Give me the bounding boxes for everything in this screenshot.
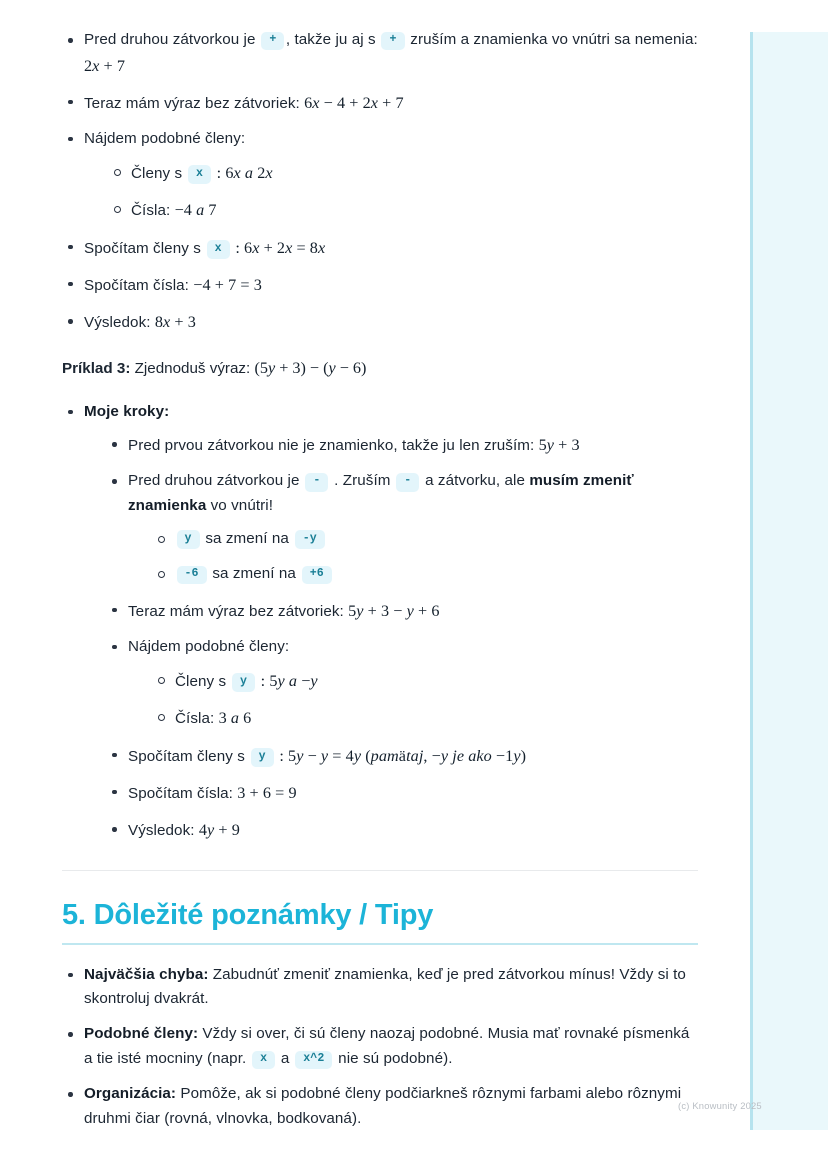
- list-item: [106, 635, 698, 732]
- tip-text-a: Vždy si over, či sú členy naozaj podobné. Musia mať rovnaké písmenká a tie isté mocniny (napr.: [84, 1025, 690, 1068]
- section-title-notes: 5. Dôležité poznámky / Tipy: [62, 898, 434, 931]
- colon-separator: :: [212, 163, 226, 182]
- step-text-pre: Výsledok:: [84, 314, 155, 331]
- step-text-pre: Spočítam čísla:: [84, 276, 194, 294]
- like-terms-sublist: [153, 668, 698, 732]
- step-text-pre: Pred prvou zátvorkou nie je znamienko, takže ju len zruším:: [128, 437, 539, 455]
- tips-list: [62, 963, 698, 1132]
- step-text-pre: Teraz mám výraz bez zátvoriek:: [128, 602, 349, 620]
- sub-text-pre: Členy s: [131, 164, 187, 182]
- list-item: [106, 598, 698, 625]
- step-text-post: zruším a znamienka vo vnútri sa nemenia:: [406, 31, 698, 48]
- tip-label: Podobné členy:: [84, 1025, 199, 1043]
- page-edge-band: [750, 32, 828, 1130]
- code-chip-y: y: [251, 748, 274, 767]
- list-item: [62, 28, 698, 79]
- step-text-pre: Teraz mám výraz bez zátvoriek:: [84, 94, 305, 112]
- list-item: [62, 1022, 698, 1071]
- list-item: [106, 780, 698, 807]
- list-item: [153, 668, 698, 695]
- code-chip-minus-2: -: [396, 473, 419, 492]
- code-chip-minus-1: -: [305, 473, 328, 492]
- list-item: [109, 160, 698, 187]
- math-expression: 6x a 2x: [225, 163, 273, 182]
- tip-label: Organizácia:: [84, 1085, 177, 1103]
- list-item: [106, 469, 698, 587]
- sign-change-sublist: [153, 527, 698, 587]
- list-item: [62, 235, 698, 262]
- tip-text-c: nie sú podobné).: [333, 1050, 453, 1068]
- list-item: [109, 197, 698, 224]
- tip-text: Pomôže, ak si podobné členy podčiarkneš rôznymi farbami alebo rôznymi druhmi čiar (rovná, vlnovka, bodkovaná).: [84, 1085, 682, 1127]
- code-chip-neg-y: -y: [295, 530, 325, 549]
- list-item: [62, 963, 698, 1012]
- step-text-post2: vo vnútri!: [206, 496, 274, 514]
- step-label: Nájdem podobné členy:: [128, 637, 290, 655]
- sub-text-mid: sa zmení na: [201, 529, 294, 547]
- section-divider: [62, 870, 698, 871]
- colon-separator: :: [256, 671, 270, 690]
- math-expression: 6x + 2x = 8x: [244, 238, 326, 257]
- code-chip-plus-1: +: [261, 32, 284, 51]
- example3-expression: (5y + 3) − (y − 6): [254, 358, 367, 377]
- list-item: [62, 272, 698, 299]
- colon-separator: :: [275, 746, 289, 765]
- example3-heading: [62, 356, 698, 382]
- step-emphasis: musím zmeniť znamienka: [128, 472, 634, 514]
- math-expression: 5y + 3: [538, 436, 580, 455]
- math-expression: 5y + 3 − y + 6: [348, 601, 440, 620]
- code-chip-neg-6: -6: [177, 566, 207, 585]
- list-item: [106, 432, 698, 459]
- list-item: [153, 527, 698, 552]
- sub-text-pre: Čísla:: [131, 202, 175, 220]
- list-item: [62, 1082, 698, 1131]
- tip-text: Zabudnúť zmeniť znamienka, keď je pred zátvorkou mínus! Vždy si to skontroluj dvakrát.: [84, 965, 686, 1008]
- list-item: [62, 90, 698, 117]
- code-chip-x-squared: x^2: [295, 1051, 332, 1070]
- code-chip-x: x: [188, 165, 211, 184]
- example3-steps-root: [62, 400, 698, 844]
- footer-credit: (c) Knowunity 2025: [678, 1100, 762, 1111]
- example2-steps-list: [62, 28, 698, 336]
- sub-text-pre: Čísla:: [175, 710, 219, 728]
- math-expression: 6x − 4 + 2x + 7: [304, 93, 404, 112]
- list-item: [153, 705, 698, 732]
- colon-separator: :: [231, 238, 245, 257]
- tip-label: Najväčšia chyba:: [84, 965, 209, 983]
- example3-prompt: Zjednoduš výraz:: [130, 359, 255, 377]
- sub-text-mid: sa zmení na: [208, 565, 301, 583]
- section-title-underline: [62, 943, 698, 945]
- step-label: Nájdem podobné členy:: [84, 129, 246, 147]
- step-text-pre: Výsledok:: [128, 822, 199, 840]
- code-chip-pos-6: +6: [302, 566, 332, 585]
- step-text-mid: , takže ju aj s: [285, 31, 380, 48]
- list-item: [62, 400, 698, 844]
- math-expression: 5y − y = 4y (pamätaj, −y je ako −1y): [288, 746, 527, 765]
- code-chip-y: y: [232, 673, 255, 692]
- like-terms-sublist: [109, 160, 698, 224]
- list-item: [106, 817, 698, 844]
- step-text-post: a zátvorku, ale: [420, 472, 530, 490]
- math-expression: 8x + 3: [154, 313, 196, 331]
- math-expression: 4y + 9: [198, 821, 240, 840]
- math-expression: 3 a 6: [218, 709, 252, 728]
- code-chip-x: x: [207, 240, 230, 259]
- math-expression: 5y a −y: [269, 671, 318, 690]
- code-chip-plus-2: +: [381, 32, 404, 51]
- list-item: [62, 309, 698, 336]
- step-text-pre: Spočítam členy s: [128, 747, 250, 765]
- math-expression: 3 + 6 = 9: [237, 783, 297, 802]
- steps-title: Moje kroky:: [84, 402, 170, 420]
- example3-label: Príklad 3:: [62, 359, 131, 377]
- math-expression: 2x + 7: [84, 56, 126, 75]
- tip-text-b: a: [276, 1050, 294, 1068]
- step-text-mid: . Zruším: [329, 472, 395, 490]
- list-item: [106, 743, 698, 770]
- list-item: [62, 127, 698, 224]
- step-text-pre: Pred druhou zátvorkou je: [128, 472, 304, 490]
- step-text-pre: Pred druhou zátvorkou je: [84, 31, 260, 48]
- code-chip-x: x: [252, 1051, 275, 1070]
- code-chip-y: y: [177, 530, 200, 549]
- list-item: [153, 562, 698, 587]
- step-text-pre: Spočítam čísla:: [128, 784, 238, 802]
- math-expression: −4 + 7 = 3: [193, 275, 262, 294]
- example3-steps-list: [106, 432, 698, 844]
- step-text-pre: Spočítam členy s: [84, 239, 206, 257]
- math-expression: −4 a 7: [174, 201, 217, 220]
- sub-text-pre: Členy s: [175, 672, 231, 690]
